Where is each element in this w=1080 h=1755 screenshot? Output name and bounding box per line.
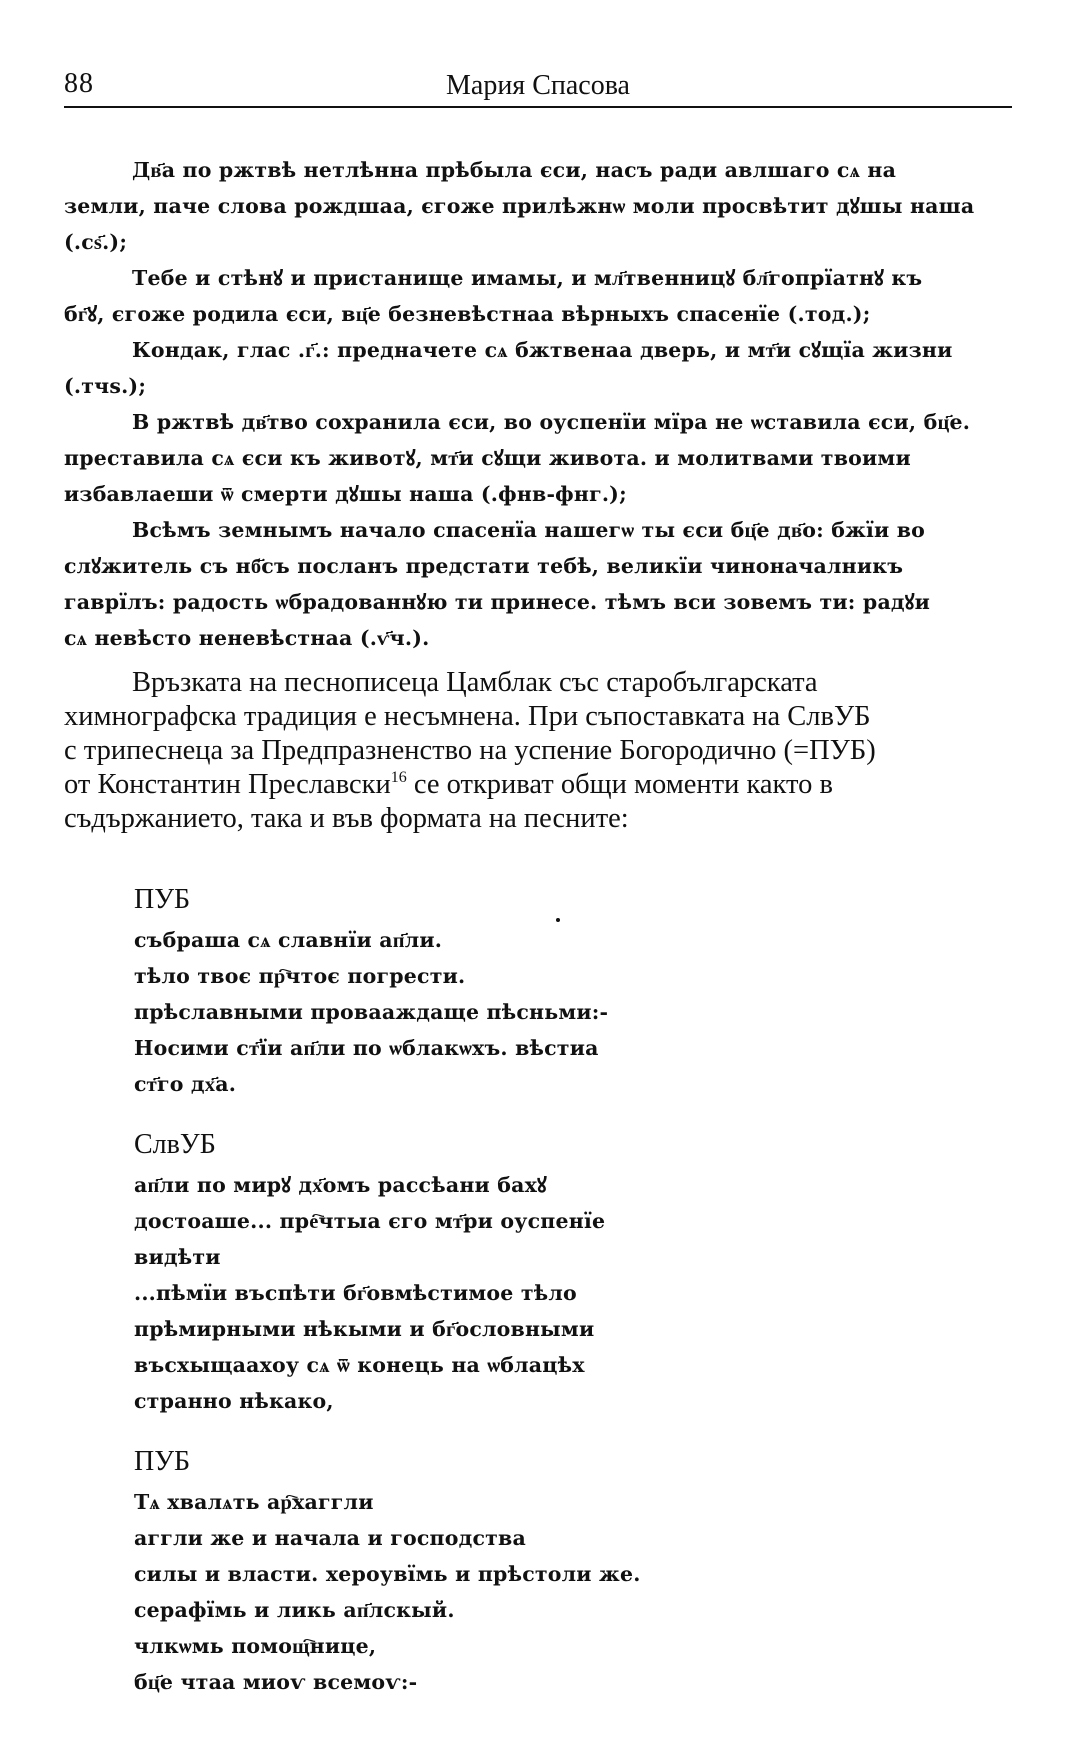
- quote-line: тѣло твоє пр҇чтоє погрести.: [134, 964, 466, 988]
- slavonic-line: Всѣмъ земнымъ начало спасенїа нашегѡ ты єси бц҃е дв҃о: бжїи во: [132, 518, 926, 542]
- prose-line: Връзката на песнописеца Цамблак със старобългарската: [132, 667, 818, 698]
- quote-line: силы и власти. хероувїмь и прѣстоли же.: [134, 1562, 641, 1586]
- slavonic-line: слꙋжитель съ нб҃съ посланъ предстати тебѣ, великїи чиноначалникъ: [64, 554, 904, 578]
- quote-line: Тѧ хвалѧть ар҇хаггли: [134, 1490, 374, 1514]
- quote-line: видѣти: [134, 1245, 221, 1269]
- header-rule: [64, 106, 1012, 108]
- slavonic-line: Тебе и стѣнꙋ и пристанище имамы, и мл҃твенницꙋ бл҃гопрїатнꙋ къ: [132, 266, 923, 290]
- quote-line: ст҃го дх҃а.: [134, 1072, 237, 1096]
- slavonic-line: сѧ невѣсто неневѣстнаа (.ѵ҃ч.).: [64, 626, 430, 650]
- prose-line: [64, 768, 1012, 802]
- quote-line: ап҃ли по мирꙋ дх҃омъ рассѣани бахꙋ: [134, 1173, 547, 1197]
- quote-line: бц҃е чтаа миоѵ всемоѵ:-: [134, 1670, 418, 1694]
- slavonic-hymn-excerpts: [64, 152, 1012, 656]
- prose-line: съдържанието, така и във формата на песните:: [64, 803, 629, 834]
- footnote-marker: 16: [390, 769, 407, 786]
- prose-line: химнографска традиция е несъмнена. При съпоставката на СлвУБ: [64, 701, 871, 732]
- quote-label: СлвУБ: [134, 1129, 216, 1160]
- prose-text: от Константин Преславски: [64, 769, 391, 800]
- quote-line: въсхыщаахоу сѧ ѿ конець на ѡблацѣх: [134, 1353, 585, 1377]
- page-number: 88: [64, 68, 94, 99]
- quote-line: събраша сѧ славнїи ап҃ли.: [134, 928, 443, 952]
- slavonic-line: (.сѕ҃.);: [64, 230, 128, 254]
- slavonic-line: В ржтвѣ дв҃тво сохранила єси, во оуспенїи мїра не ѡставила єси, бц҃е.: [132, 410, 971, 434]
- slavonic-line: Кондак, глас .г҃.: предначете сѧ бжтвенаа дверь, и мт҃и сꙋщїа жизни: [132, 338, 953, 362]
- quote-label: ПУБ: [134, 1446, 191, 1477]
- quote-line: ...пѣмїи въспѣти бг҃овмѣстимое тѣло: [134, 1281, 577, 1305]
- quote-block-pub-2: [134, 1444, 954, 1700]
- quote-block-slvub: [134, 1127, 954, 1419]
- slavonic-line: (.тчѕ.);: [64, 374, 147, 398]
- quote-line: серафїмь и ликь ап҃лскый.: [134, 1598, 455, 1622]
- quote-line: достоаше... пре҇чтыа єго мт҃ри оуспенїе: [134, 1209, 606, 1233]
- quote-line: Носими ст҃їи ап҃ли по ѡблакѡхъ. вѣстиа: [134, 1036, 599, 1060]
- slavonic-line: бг҃ꙋ, єгоже родила єси, вц҃е безневѣстнаа вѣрныхъ спасенїе (.тод.);: [64, 302, 871, 326]
- quote-line: члкѡмь помощ҇нице,: [134, 1634, 377, 1658]
- slavonic-line: земли, паче слова рождшаа, єгоже прилѣжнѡ моли просвѣтит дꙋшы наша: [64, 194, 975, 218]
- quote-line: прѣмирными нѣкыми и бг҃ословными: [134, 1317, 595, 1341]
- page-header: [64, 68, 1012, 108]
- slavonic-line: Дв҃а по ржтвѣ нетлѣнна прѣбыла єси, насъ ради авлшаго сѧ на: [132, 158, 897, 182]
- quote-label: ПУБ: [134, 884, 191, 915]
- quote-line: странно нѣкако,: [134, 1389, 334, 1413]
- quote-line: прѣславными провааждаще пѣсньми:-: [134, 1000, 609, 1024]
- slavonic-line: гаврїлъ: радость ѡбрадованнꙋю ти принесе. тѣмъ вси зовемъ ти: радꙋи: [64, 590, 931, 614]
- body-paragraph: [64, 666, 1012, 836]
- quote-block-pub: [134, 882, 954, 1102]
- running-head-author: Мария Спасова: [446, 70, 630, 101]
- slavonic-line: избавлаеши ѿ смерти дꙋшы наша (.фнв-фнг.);: [64, 482, 627, 506]
- prose-line: с трипеснеца за Предпразненство на успение Богородично (=ПУБ): [64, 735, 876, 766]
- stray-dot: [556, 918, 560, 922]
- prose-text: се откриват общи моменти както в: [406, 769, 833, 800]
- slavonic-line: преставила сѧ єси къ животꙋ, мт҃и сꙋщи живота. и молитвами твоими: [64, 446, 911, 470]
- quote-line: аггли же и начала и господства: [134, 1526, 526, 1550]
